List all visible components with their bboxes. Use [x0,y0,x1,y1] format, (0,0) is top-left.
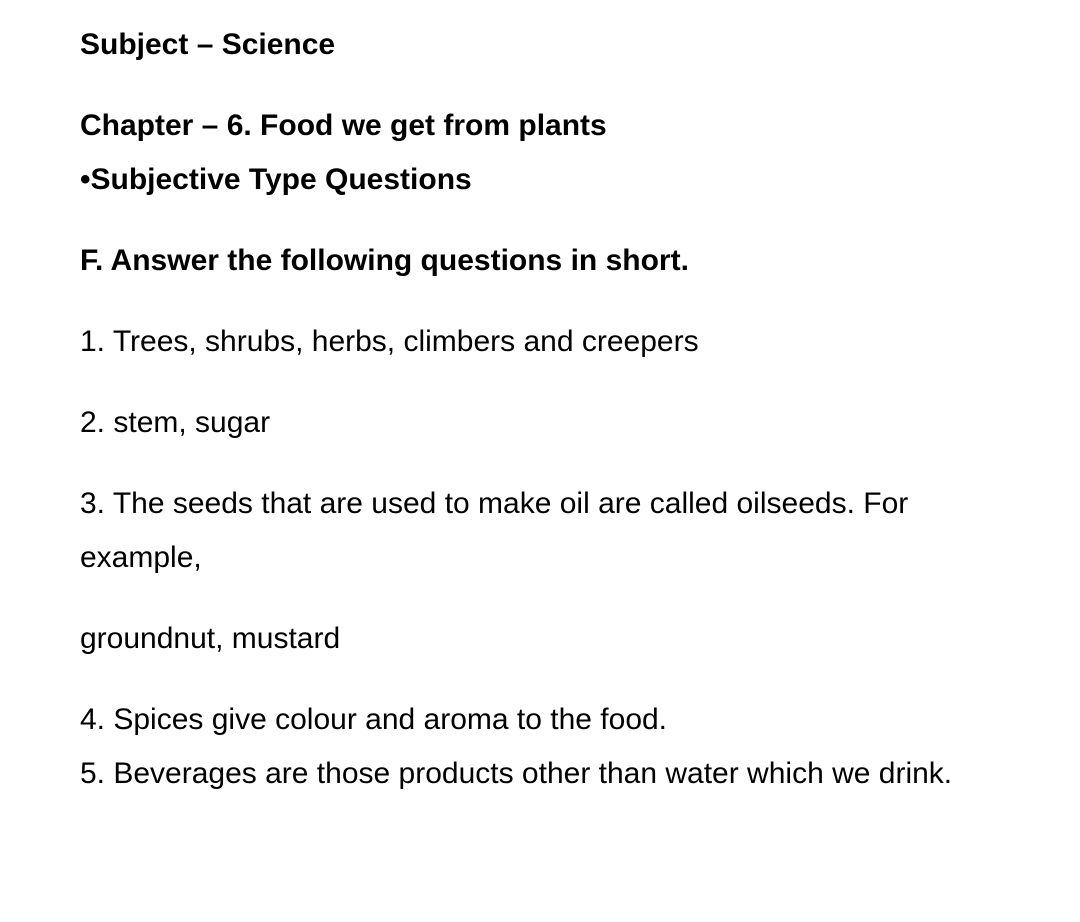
section-heading: •Subjective Type Questions [80,163,472,196]
answer-3-continued: groundnut, mustard [80,622,341,655]
subject-heading: Subject – Science [80,28,336,61]
answer-4: 4. Spices give colour and aroma to the food. [80,703,668,736]
answer-3: 3. The seeds that are used to make oil are called oilseeds. For example, [80,487,909,574]
chapter-heading: Chapter – 6. Food we get from plants [80,109,607,142]
answer-5: 5. Beverages are those products other than water which we drink. [80,757,953,790]
instruction-heading: F. Answer the following questions in short. [80,244,689,277]
answer-2: 2. stem, sugar [80,406,271,439]
answer-1: 1. Trees, shrubs, herbs, climbers and creepers [80,325,699,358]
